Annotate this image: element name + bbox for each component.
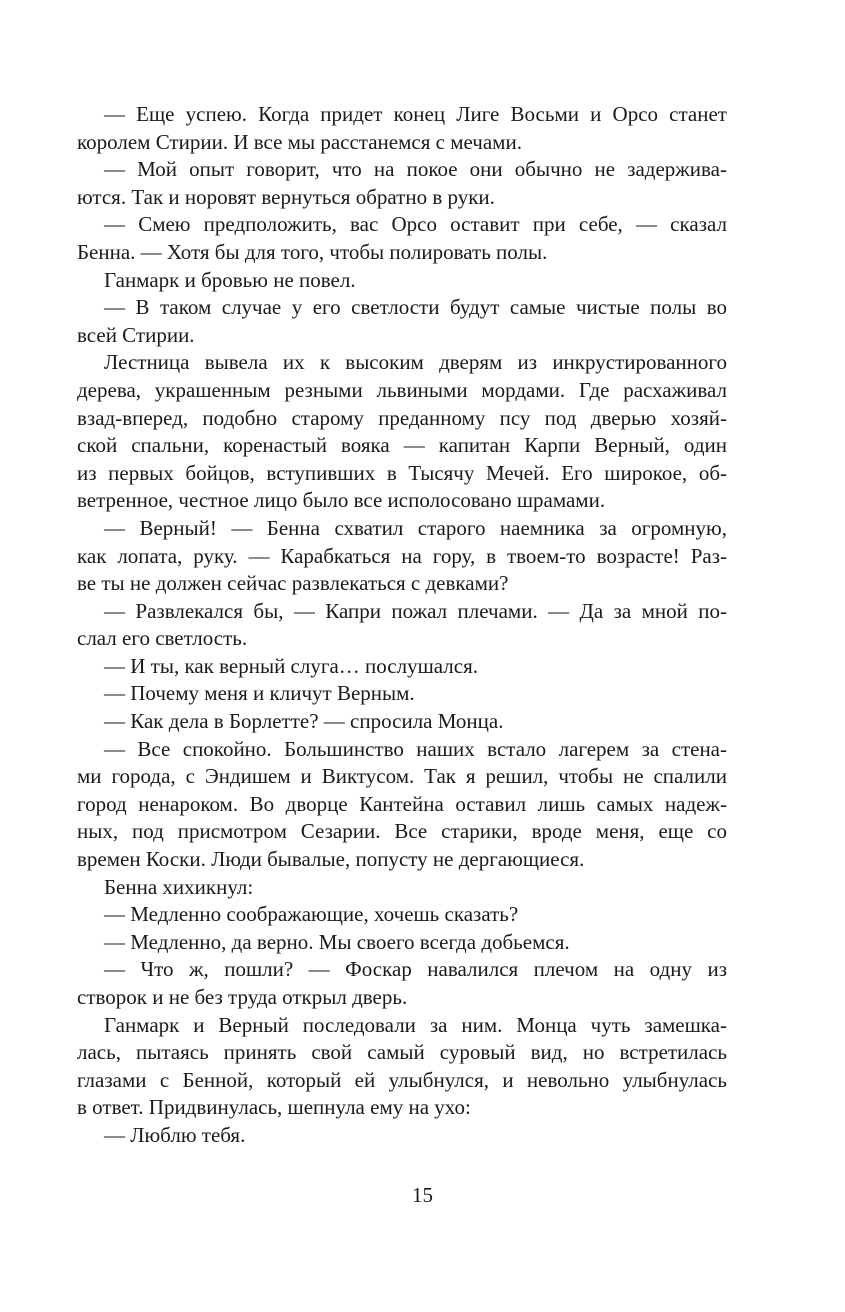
text-line: — Еще успею. Когда придет конец Лиге Восьми и Орсо станет [104,102,727,126]
paragraph [77,349,727,515]
text-line: взад-вперед, подобно старому преданному псу под дверью хозяй- [77,405,727,430]
paragraph [77,211,727,266]
text-line: Ганмарк и Верный последовали за ним. Монца чуть замешка- [104,1012,727,1037]
paragraph [77,294,727,349]
text-line: — Смею предположить, вас Орсо оставит при себе, — сказал [104,212,727,237]
text-line: в ответ. Придвинулась, шепнула ему на ухо: [77,1095,471,1120]
paragraph [77,956,727,1011]
text-line: Лестница вывела их к высоким дверям из инкрустированного [104,350,727,375]
text-line: ветренное, честное лицо было все исполосовано шрамами. [77,488,606,513]
text-line: всей Стирии. [77,322,195,347]
text-line: ве ты не должен сейчас развлекаться с девками? [77,571,509,596]
text-line: ются. Так и норовят вернуться обратно в руки. [77,184,495,209]
paragraph [77,680,727,708]
text-line: — Как дела в Борлетте? — спросила Монца. [104,709,504,734]
text-line: — И ты, как верный слуга… послушался. [104,653,478,678]
paragraph [77,901,727,929]
paragraph [77,267,727,295]
text-line: — Люблю тебя. [104,1122,246,1147]
text-line: створок и не без труда открыл дверь. [77,985,408,1009]
text-line: королем Стирии. И все мы расстанемся с мечами. [77,129,522,154]
body-text [77,101,727,1150]
text-line: — Почему меня и кличут Верным. [104,681,415,706]
paragraph [77,1012,727,1122]
text-line: — Медленно соображающие, хочешь сказать? [104,902,519,927]
text-line: ных, под присмотром Сезарии. Все старики, вроде меня, еще со [77,819,727,844]
paragraph [77,598,727,653]
text-line: времен Коски. Люди бывалые, попусту не дергающиеся. [77,847,585,872]
text-line: как лопата, руку. — Карабкаться на гору, в твоем-то возрасте! Раз- [77,543,727,568]
paragraph [77,708,727,736]
text-line: — В таком случае у его светлости будут самые чистые полы во [104,295,727,320]
paragraph [77,515,727,598]
text-line: — Верный! — Бенна схватил старого наемника за огромную, [104,515,727,540]
paragraph [77,1122,727,1150]
text-line: ми города, с Эндишем и Виктусом. Так я решил, чтобы не спалили [77,764,727,789]
text-line: дерева, украшенным резными львиными мордами. Где расхаживал [77,377,727,402]
text-line: Бенна хихикнул: [104,874,254,899]
text-line: ской спальни, коренастый вояка — капитан Карпи Верный, один [77,433,727,458]
text-line: Ганмарк и бровью не повел. [104,267,356,292]
text-line: — Развлекался бы, — Капри пожал плечами. — Да за мной по- [104,598,727,623]
text-line: глазами с Бенной, который ей улыбнулся, и невольно улыбнулась [77,1067,727,1092]
text-line: — Мой опыт говорит, что на покое они обычно не задержива- [104,157,727,182]
paragraph [77,653,727,681]
page-number: 15 [412,1183,433,1207]
paragraph [77,101,727,156]
paragraph [77,736,727,874]
text-line: — Все спокойно. Большинство наших встало лагерем за стена- [104,736,727,761]
text-line: из первых бойцов, вступивших в Тысячу Мечей. Его широкое, об- [77,460,727,485]
text-line: лась, пытаясь принять свой самый суровый вид, но встретилась [77,1040,727,1065]
text-line: — Что ж, пошли? — Фоскар навалился плечом на одну из [104,957,727,982]
paragraph [77,929,727,957]
text-line: — Медленно, да верно. Мы своего всегда добьемся. [104,929,570,954]
paragraph [77,874,727,902]
text-line: Бенна. — Хотя бы для того, чтобы полировать полы. [77,239,548,264]
paragraph [77,156,727,211]
text-line: слал его светлость. [77,626,248,651]
text-line: город ненароком. Во дворце Кантейна оставил лишь самых надеж- [77,791,727,816]
